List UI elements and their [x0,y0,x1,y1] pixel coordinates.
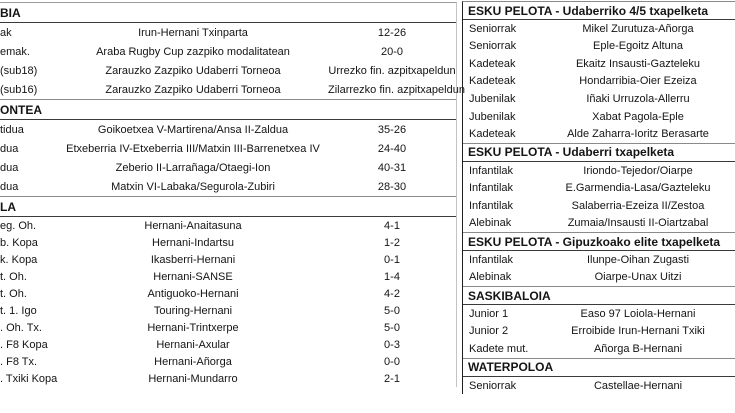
section-header: ONTEA [0,99,456,120]
table-row [463,162,735,180]
result-score: 35-26 [377,123,407,136]
result-score: 0-0 [384,355,400,368]
category-label: Infantilak [469,182,514,195]
match-name: Eple-Egoitz Altuna [593,40,683,53]
table-row [463,269,735,287]
table-row [0,158,456,177]
table-row [0,234,456,251]
table-row [463,214,735,232]
match-name: E.Garmendia-Lasa/Gazteleku [565,182,711,195]
match-name: Zeberio II-Larrañaga/Otaegi-Ion [115,161,271,174]
category-label: Alebinak [469,217,512,230]
result-score: 28-30 [377,180,407,193]
table-row [463,323,735,341]
table-row [0,177,456,196]
match-name: Matxin VI-Labaka/Segurola-Zubiri [111,180,275,193]
result-score: 4-2 [384,287,400,300]
table-row [0,42,456,61]
match-name: Erroibide Irun-Hernani Txiki [571,325,705,338]
match-name: Hernani-Mundarro [148,372,238,385]
match-name: Zumaia/Insausti II-Oiartzabal [567,217,709,230]
category-label: . F8 Tx. [0,355,38,368]
category-label: Kadete mut. [469,342,529,355]
table-row [463,55,735,73]
match-name: Ikasberri-Hernani [150,253,236,266]
table-row [463,305,735,323]
match-name: Zarauzko Zazpiko Udaberri Torneoa [105,64,281,77]
category-label: eg. Oh. [0,219,37,232]
table-row [463,20,735,38]
match-name: Araba Rugby Cup zazpiko modalitatean [96,45,290,58]
match-name: Hernani-SANSE [153,270,233,283]
match-name: Iñaki Urruzola-Allerru [586,92,690,105]
match-name: Hondarribia-Oier Ezeiza [579,75,697,88]
table-row [463,125,735,143]
match-name: Hernani-Indartsu [152,236,234,249]
section-header: LA [0,196,456,217]
category-label: dua [0,180,19,193]
result-score: 5-0 [384,321,400,334]
match-name: Hernani-Anaitasuna [144,219,242,232]
table-row [0,139,456,158]
match-name: Goikoetxea V-Martirena/Ansa II-Zaldua [97,123,289,136]
table-row [0,23,456,42]
result-score: Zilarrezko fin. azpitxapeldun [328,83,465,96]
section-header: WATERPOLOA [463,358,735,377]
table-row [0,285,456,302]
table-row [463,38,735,56]
result-score: 0-3 [384,338,400,351]
match-name: Hernani-Axular [156,338,230,351]
category-label: (sub18) [0,64,38,77]
match-name: Castellae-Hernani [593,379,683,392]
section-header: ESKU PELOTA - Udaberri txapelketa [463,143,735,162]
match-name: Hernani-Añorga [154,355,232,368]
result-score: 40-31 [377,161,407,174]
section-header: BIA [0,3,456,23]
category-label: t. Oh. [0,287,27,300]
match-name: Etxeberria IV-Etxeberria III/Matxin III-Barrenetxea IV [66,142,320,155]
category-label: t. 1. Igo [0,304,37,317]
table-row [0,61,456,80]
result-score: 2-1 [384,372,400,385]
match-name: Oiarpe-Unax Uitzi [594,271,682,284]
category-label: t. Oh. [0,270,27,283]
table-row [463,377,735,395]
category-label: Infantilak [469,199,514,212]
match-name: Irun-Hernani Txinparta [138,26,248,39]
section-header: SASKIBALOIA [463,286,735,305]
category-label: Kadeteak [469,128,516,141]
result-score: 0-1 [384,253,400,266]
table-row [0,370,456,387]
category-label: tidua [0,123,24,136]
table-row [463,197,735,215]
category-label: ak [0,26,12,39]
category-label: . F8 Kopa [0,338,48,351]
table-row [463,108,735,126]
table-row [0,302,456,319]
right-results-table [462,1,735,394]
section-header: ESKU PELOTA - Gipuzkoako elite txapelketa [463,232,735,251]
table-row [0,336,456,353]
left-results-table [0,2,465,387]
match-name: Alde Zaharra-Ioritz Berasarte [567,128,709,141]
table-row [0,120,456,139]
category-label: Seniorrak [469,22,517,35]
category-label: . Oh. Tx. [0,321,42,334]
table-row [463,90,735,108]
table-row [0,268,456,285]
table-row [463,340,735,358]
match-name: Easo 97 Loiola-Hernani [580,307,696,320]
result-score: 1-4 [384,270,400,283]
table-row [463,73,735,91]
result-score: 4-1 [384,219,400,232]
category-label: Kadeteak [469,57,516,70]
category-label: Jubenilak [469,110,516,123]
category-label: Seniorrak [469,379,517,392]
match-name: Salaberria-Ezeiza II/Zestoa [571,199,705,212]
category-label: Infantilak [469,253,514,266]
category-label: Alebinak [469,271,512,284]
match-name: Mikel Zurutuza-Añorga [582,22,694,35]
table-row [463,251,735,269]
match-name: Touring-Hernani [153,304,233,317]
result-score: 24-40 [377,142,407,155]
result-score: 20-0 [380,45,404,58]
category-label: Seniorrak [469,40,517,53]
table-row [0,80,465,99]
category-label: . Txiki Kopa [0,372,58,385]
match-name: Iriondo-Tejedor/Oiarpe [583,164,693,177]
category-label: k. Kopa [0,253,38,266]
match-name: Zarauzko Zazpiko Udaberri Torneoa [105,83,281,96]
category-label: Kadeteak [469,75,516,88]
table-row [463,179,735,197]
category-label: dua [0,142,19,155]
match-name: Antiguoko-Hernani [147,287,239,300]
match-name: Ekaitz Insausti-Gazteleku [575,57,701,70]
match-name: Xabat Pagola-Eple [592,110,684,123]
table-row [0,251,456,268]
category-label: b. Kopa [0,236,38,249]
category-label: Infantilak [469,164,514,177]
category-label: dua [0,161,19,174]
category-label: Junior 2 [469,325,509,338]
result-score: 1-2 [384,236,400,249]
category-label: Junior 1 [469,307,509,320]
result-score: 5-0 [384,304,400,317]
category-label: (sub16) [0,83,38,96]
table-row [0,353,456,370]
section-header: ESKU PELOTA - Udaberriko 4/5 txapelketa [463,2,735,20]
table-row [0,217,456,234]
result-score: 12-26 [377,26,407,39]
category-label: Jubenilak [469,92,516,105]
match-name: Añorga B-Hernani [593,342,683,355]
category-label: emak. [0,45,30,58]
match-name: Ilunpe-Oihan Zugasti [586,253,690,266]
table-row [0,319,456,336]
match-name: Hernani-Trintxerpe [147,321,239,334]
result-score: Urrezko fin. azpitxapeldun [328,64,456,77]
